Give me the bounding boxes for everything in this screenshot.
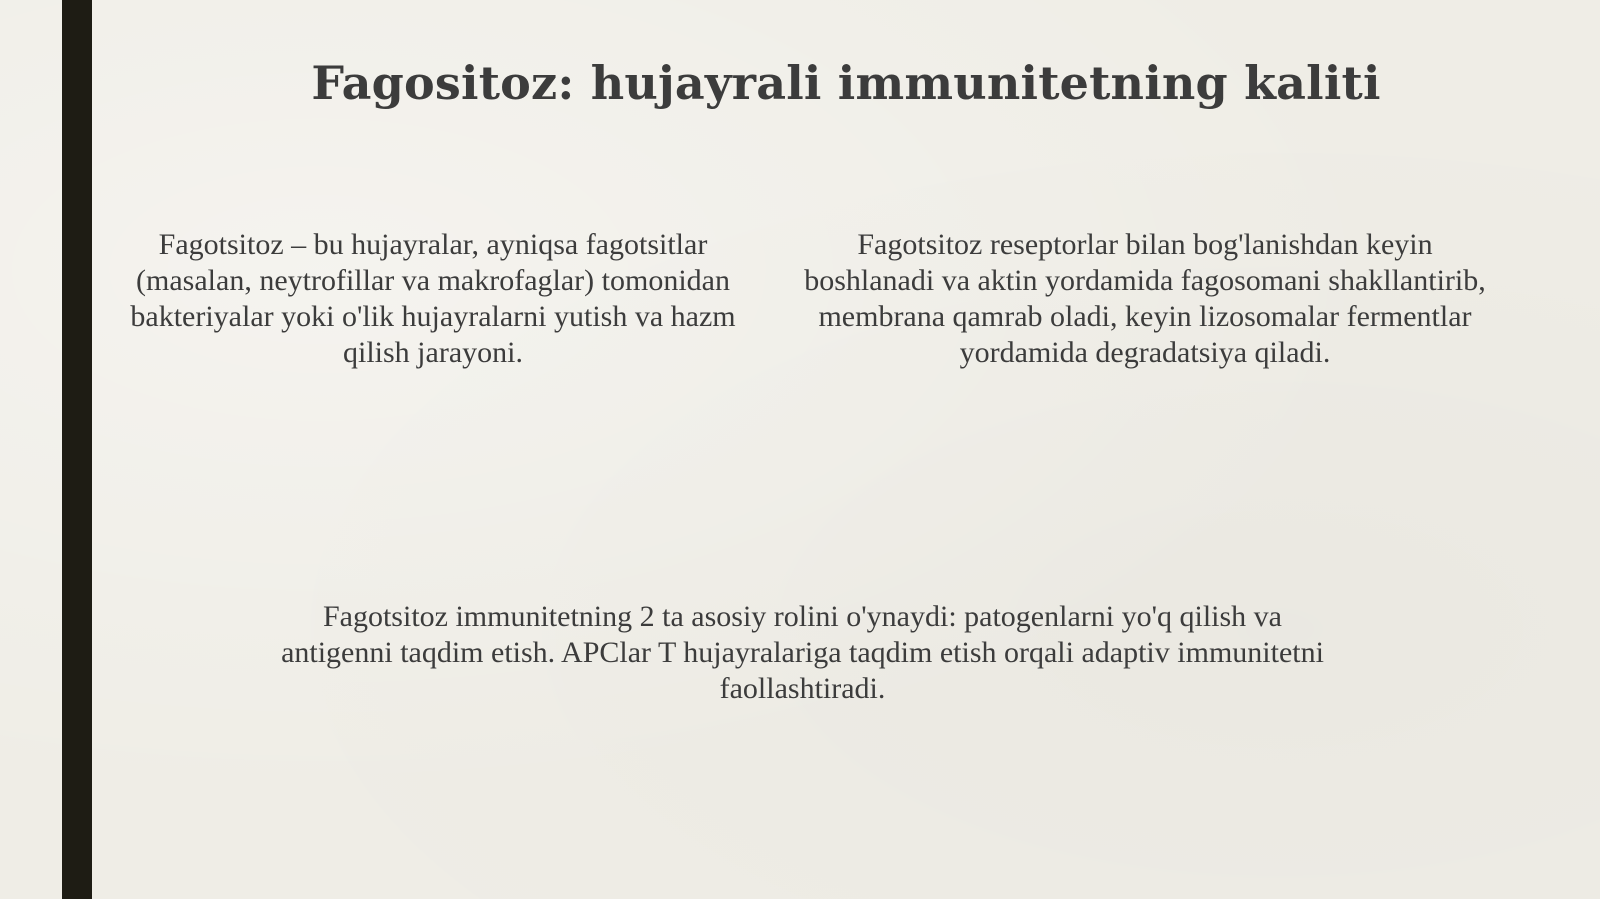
accent-bar [62,0,92,899]
left-paragraph: Fagotsitoz – bu hujayralar, ayniqsa fagotsitlar (masalan, neytrofillar va makrofaglar) tomonidan bakteriyalar yoki o'lik hujayralarni yutish va hazm qilish jarayoni. [130,228,736,369]
right-paragraph: Fagotsitoz reseptorlar bilan bog'lanishdan keyin boshlanadi va aktin yordamida fagosomani shakllantirib, membrana qamrab oladi, keyin lizosomalar fermentlar yordamida degradatsiya qiladi. [804,228,1486,369]
slide-title: Fagositoz: hujayrali immunitetning kaliti [311,56,1381,110]
bottom-paragraph: Fagotsitoz immunitetning 2 ta asosiy rolini o'ynaydi: patogenlarni yo'q qilish va antigenni taqdim etish. APClar T hujayralariga taqdim etish orqali adaptiv immunitetni faollashtiradi. [281,600,1324,705]
